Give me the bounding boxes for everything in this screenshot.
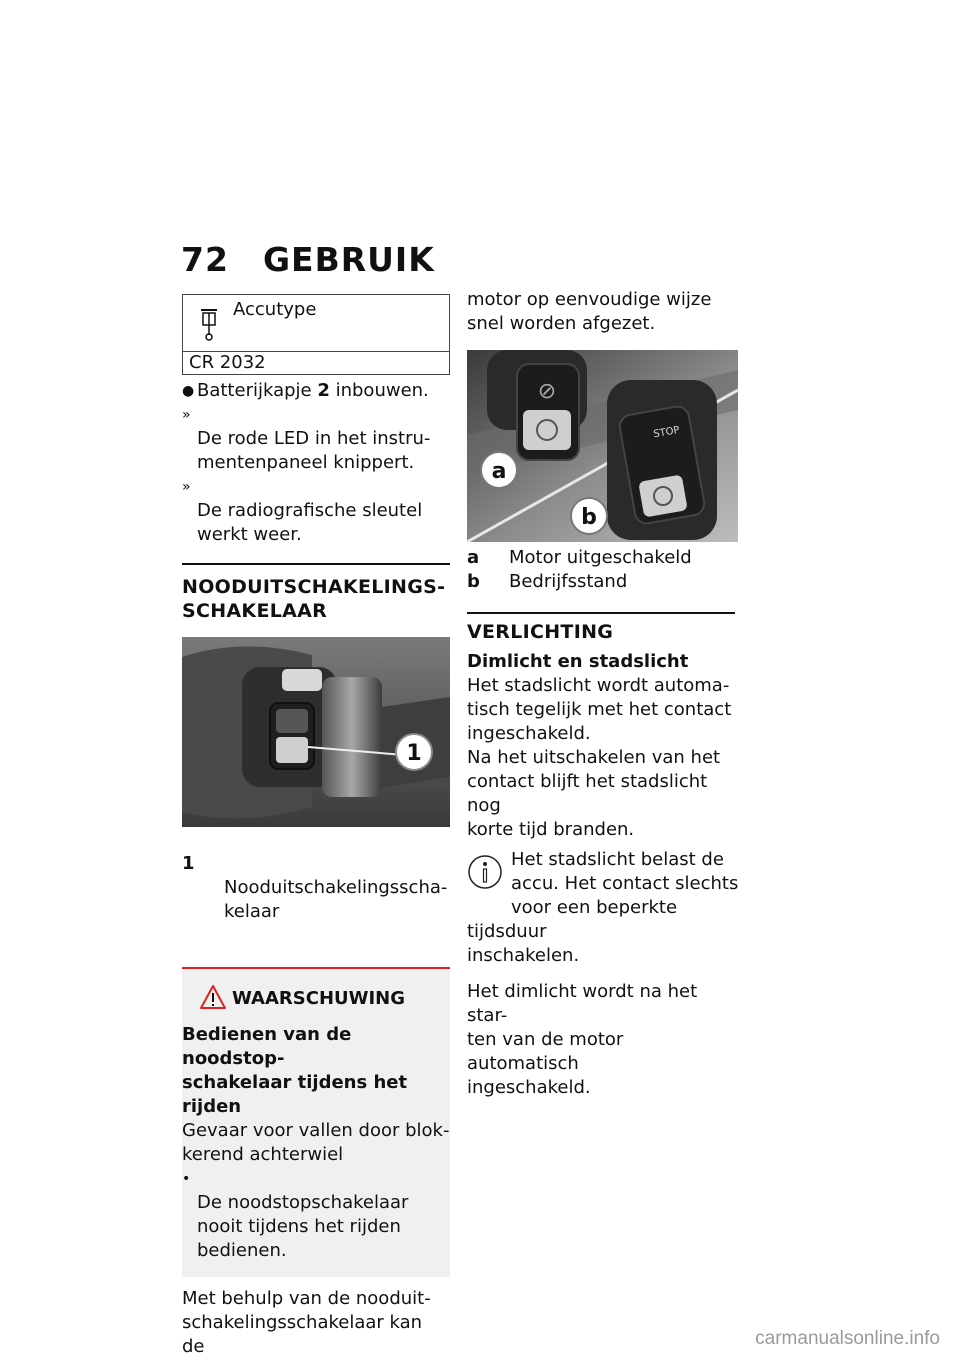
result-item: » De radiografische sleutel werkt weer. bbox=[182, 475, 450, 547]
legend-row: b Bedrijfsstand bbox=[467, 571, 628, 592]
battery-steps bbox=[182, 379, 450, 547]
chapter-title: GEBRUIK bbox=[262, 240, 435, 279]
paragraph: Met behulp van de nooduit- schakelingsschakelaar kan de bbox=[182, 1288, 431, 1357]
battery-icon bbox=[197, 303, 221, 343]
kill-switch-symbol-icon: ⊘ bbox=[537, 379, 557, 404]
legend-row: a Motor uitgeschakeld bbox=[467, 547, 692, 568]
section-divider bbox=[467, 612, 735, 614]
info-icon bbox=[467, 854, 503, 898]
battery-spec-table bbox=[182, 294, 450, 375]
bullet-icon: ● bbox=[182, 383, 195, 399]
callout-a-label: a bbox=[491, 459, 507, 484]
callout-b-label: b bbox=[581, 505, 597, 530]
handlebar-illustration bbox=[182, 637, 450, 827]
legend-row: 1 Nooduitschakelingsscha- kelaar bbox=[182, 853, 448, 922]
step-item: ● Batterijkapje 2 inbouwen. bbox=[182, 380, 429, 401]
emergency-switch-photo bbox=[182, 637, 450, 827]
result-arrow-icon: » bbox=[182, 407, 191, 423]
page-title bbox=[181, 240, 435, 279]
result-arrow-icon: » bbox=[182, 479, 191, 495]
paragraph: Het dimlicht wordt na het star- ten van de motor automatisch ingeschakeld. bbox=[467, 981, 698, 1098]
spec-table-value: CR 2032 bbox=[189, 352, 266, 373]
paragraph: Het stadslicht wordt automa- tisch tegelijk met het contact ingeschakeld. Na het uitschakelen van het contact blijft het stadslicht nog korte tijd branden. bbox=[467, 675, 732, 840]
spec-table-label: Accutype bbox=[233, 299, 317, 320]
paragraph: motor op eenvoudige wijze snel worden afgezet. bbox=[467, 289, 712, 334]
page-number: 72 bbox=[181, 240, 229, 279]
watermark: carmanualsonline.info bbox=[755, 1328, 940, 1349]
photo1-legend bbox=[182, 833, 450, 943]
section-divider bbox=[182, 563, 450, 565]
sub-heading: Dimlicht en stadslicht bbox=[467, 651, 689, 672]
section-heading: NOODUITSCHAKELINGS- SCHAKELAAR bbox=[182, 576, 446, 622]
warning-text: Gevaar voor vallen door blok- kerend achterwiel bbox=[182, 1120, 450, 1165]
bullet-icon: • bbox=[182, 1171, 191, 1187]
kill-switch-photo bbox=[467, 350, 738, 542]
warning-triangle-icon bbox=[200, 985, 226, 1009]
right-column bbox=[467, 288, 739, 1100]
callout-1-label: 1 bbox=[406, 741, 422, 766]
warning-bullet: • De noodstopschakelaar nooit tijdens het rijden bedienen. bbox=[182, 1167, 450, 1263]
spec-table-header bbox=[183, 295, 449, 352]
result-item: » De rode LED in het instru- mentenpaneel knippert. bbox=[182, 403, 450, 475]
info-note: Het stadslicht belast de accu. Het contact slechts voor een beperkte tijdsduur inschakelen. bbox=[467, 849, 739, 966]
warning-subtitle: Bedienen van de noodstop- schakelaar tijdens het rijden bbox=[182, 1024, 408, 1117]
warning-title: WAARSCHUWING bbox=[182, 987, 450, 1019]
photo2-legend bbox=[467, 546, 739, 594]
warning-box bbox=[182, 967, 450, 1277]
section-heading: VERLICHTING bbox=[467, 621, 614, 643]
stop-label: STOP bbox=[652, 424, 681, 441]
left-column bbox=[182, 294, 450, 1359]
kill-switch-illustration bbox=[467, 350, 738, 542]
